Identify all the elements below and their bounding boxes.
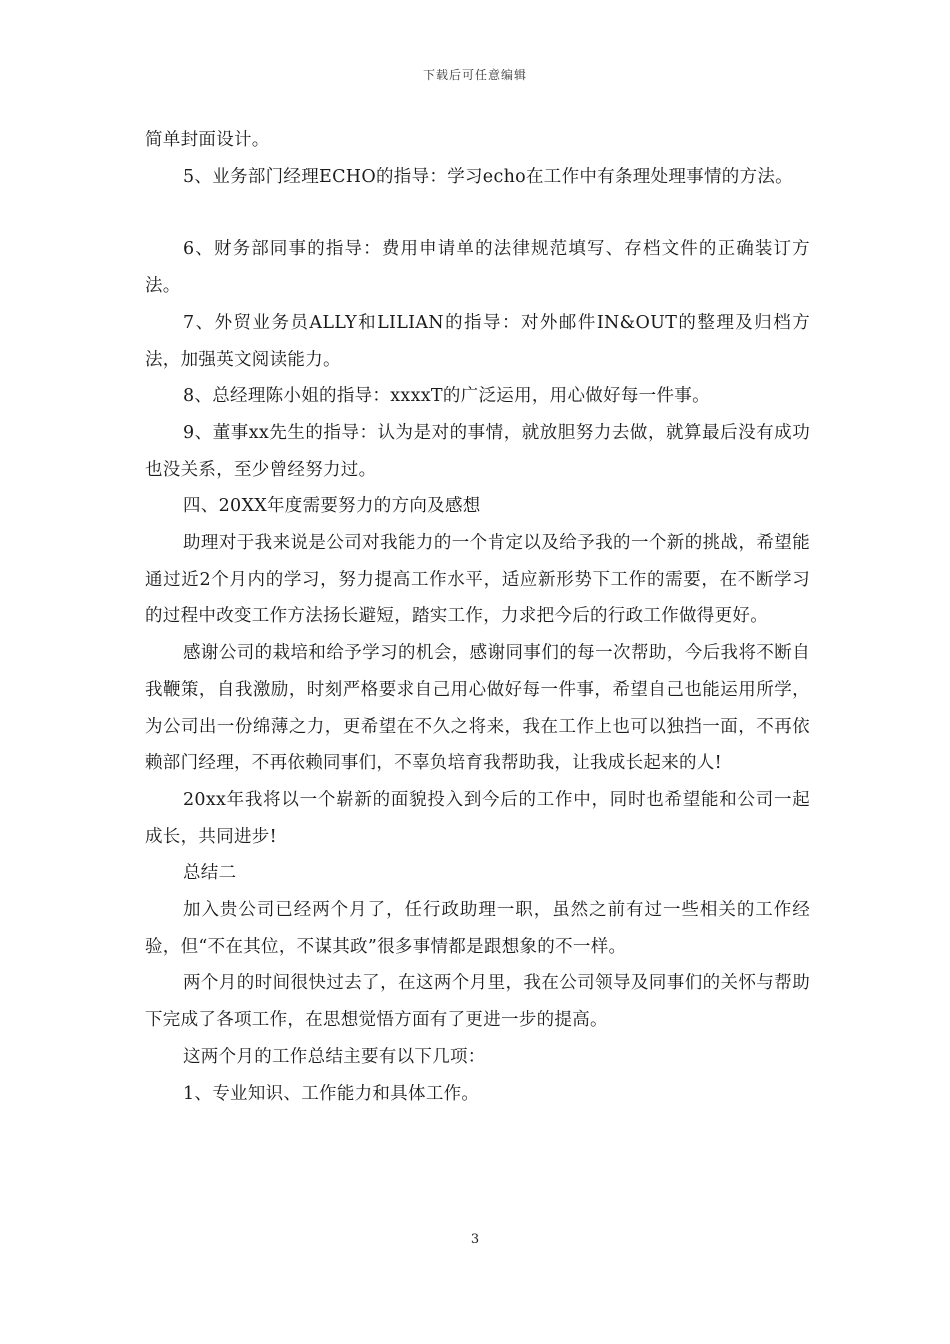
document-body: [145, 122, 810, 1112]
paragraph: 加入贵公司已经两个月了，任行政助理一职，虽然之前有过一些相关的工作经验，但“不在其位，不谋其政”很多事情都是跟想象的不一样。: [145, 900, 810, 957]
paragraph: 20xx年我将以一个崭新的面貌投入到今后的工作中，同时也希望能和公司一起成长，共同进步!: [145, 789, 810, 847]
page-header: 下载后可任意编辑: [422, 68, 527, 82]
paragraph: 7、外贸业务员ALLY和LILIAN的指导：对外邮件IN&OUT的整理及归档方法，加强英文阅读能力。: [145, 312, 810, 370]
section-heading: 四、20XX年度需要努力的方向及感想: [183, 496, 481, 517]
paragraph: 助理对于我来说是公司对我能力的一个肯定以及给予我的一个新的挑战，希望能通过近2个月内的学习，努力提高工作水平，适应新形势下工作的需要，在不断学习的过程中改变工作方法扬长避短，踏实工作，力求把今后的行政工作做得更好。: [145, 533, 810, 627]
paragraph: 这两个月的工作总结主要有以下几项：: [183, 1046, 486, 1067]
paragraph: 感谢公司的栽培和给予学习的机会，感谢同事们的每一次帮助，今后我将不断自我鞭策，自我激励，时刻严格要求自己用心做好每一件事，希望自己也能运用所学，为公司出一份绵薄之力，更希望在不久之将来，我在工作上也可以独挡一面，不再依赖部门经理，不再依赖同事们，不辜负培育我帮助我，让我成长起来的人!: [145, 643, 810, 774]
paragraph: 简单封面设计。: [145, 130, 270, 150]
page-number: 3: [470, 1232, 480, 1247]
paragraph: 两个月的时间很快过去了，在这两个月里，我在公司领导及同事们的关怀与帮助下完成了各项工作，在思想觉悟方面有了更进一步的提高。: [145, 973, 810, 1031]
paragraph: 8、总经理陈小姐的指导：xxxxT的广泛运用，用心做好每一件事。: [183, 386, 710, 407]
paragraph: 5、业务部门经理ECHO的指导：学习echo在工作中有条理处理事情的方法。: [183, 166, 793, 187]
section-heading: 总结二: [183, 863, 237, 884]
paragraph: 6、财务部同事的指导：费用申请单的法律规范填写、存档文件的正确装订方法。: [145, 239, 810, 297]
paragraph: 9、董事xx先生的指导：认为是对的事情，就放胆努力去做，就算最后没有成功也没关系，至少曾经努力过。: [145, 422, 810, 480]
paragraph: 1、专业知识、工作能力和具体工作。: [183, 1083, 480, 1104]
